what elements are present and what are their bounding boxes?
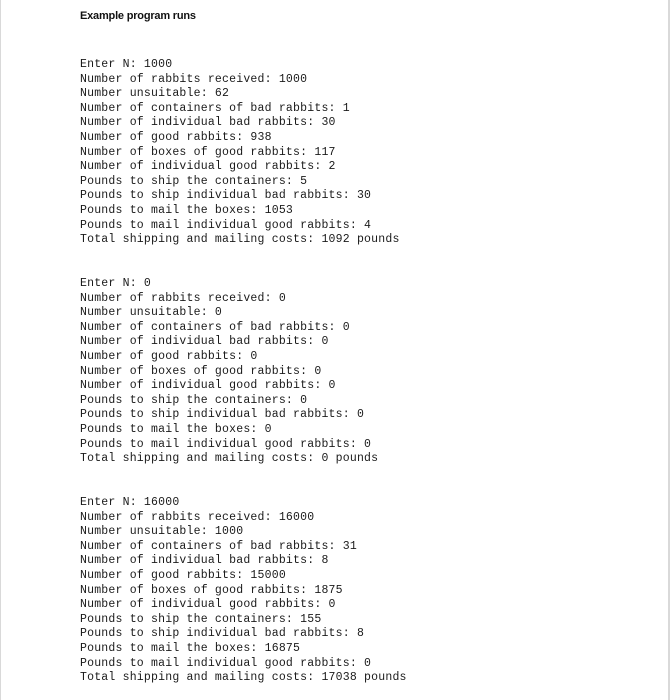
run-line: Total shipping and mailing costs: 0 pounds [80,452,379,466]
run-line: Enter N: 0 [80,277,152,290]
run-line: Total shipping and mailing costs: 1092 pounds [80,233,400,247]
program-run-1 [80,58,400,248]
run-line: Enter N: 1000 [80,58,173,71]
run-line: Pounds to mail the boxes: 0 [80,422,272,436]
run-line: Number of rabbits received: 0 [80,291,286,305]
run-line: Number unsuitable: 1000 [80,525,244,539]
run-line: Enter N: 16000 [80,496,180,509]
run-line: Number of good rabbits: 0 [80,349,258,363]
run-line: Number of individual bad rabbits: 8 [80,554,329,568]
run-line: Pounds to mail individual good rabbits: 0 [80,656,372,670]
run-line: Pounds to ship the containers: 155 [80,612,322,626]
section-heading: Example program runs [80,10,196,22]
run-line: Number of containers of bad rabbits: 0 [80,320,350,334]
run-line: Number of containers of bad rabbits: 1 [80,101,350,115]
run-line: Pounds to ship individual bad rabbits: 8 [80,627,365,641]
run-line: Number of individual bad rabbits: 30 [80,116,336,130]
run-line: Pounds to mail the boxes: 16875 [80,641,301,655]
run-line: Total shipping and mailing costs: 17038 pounds [80,671,407,685]
run-line: Pounds to ship the containers: 0 [80,393,308,407]
run-line: Number of boxes of good rabbits: 117 [80,145,336,159]
run-line: Pounds to ship the containers: 5 [80,174,308,188]
run-line: Pounds to ship individual bad rabbits: 0 [80,408,365,422]
run-line: Pounds to mail individual good rabbits: 4 [80,218,372,232]
run-line: Number of good rabbits: 15000 [80,568,286,582]
program-run-3 [80,496,407,686]
run-line: Number of individual good rabbits: 0 [80,379,336,393]
run-line: Number of individual good rabbits: 0 [80,598,336,612]
run-line: Pounds to mail the boxes: 1053 [80,203,294,217]
program-run-2 [80,277,378,467]
run-line: Number of individual good rabbits: 2 [80,160,336,174]
run-line: Pounds to mail individual good rabbits: 0 [80,437,372,451]
run-line: Pounds to ship individual bad rabbits: 30 [80,189,372,203]
run-line: Number unsuitable: 0 [80,306,223,320]
run-line: Number of good rabbits: 938 [80,130,272,144]
run-line: Number of individual bad rabbits: 0 [80,335,329,349]
run-line: Number of containers of bad rabbits: 31 [80,539,357,553]
run-line: Number of boxes of good rabbits: 0 [80,364,322,378]
page-border-left [0,0,1,700]
run-line: Number unsuitable: 62 [80,87,230,101]
run-line: Number of rabbits received: 1000 [80,72,308,86]
run-line: Number of boxes of good rabbits: 1875 [80,583,343,597]
run-line: Number of rabbits received: 16000 [80,510,315,524]
